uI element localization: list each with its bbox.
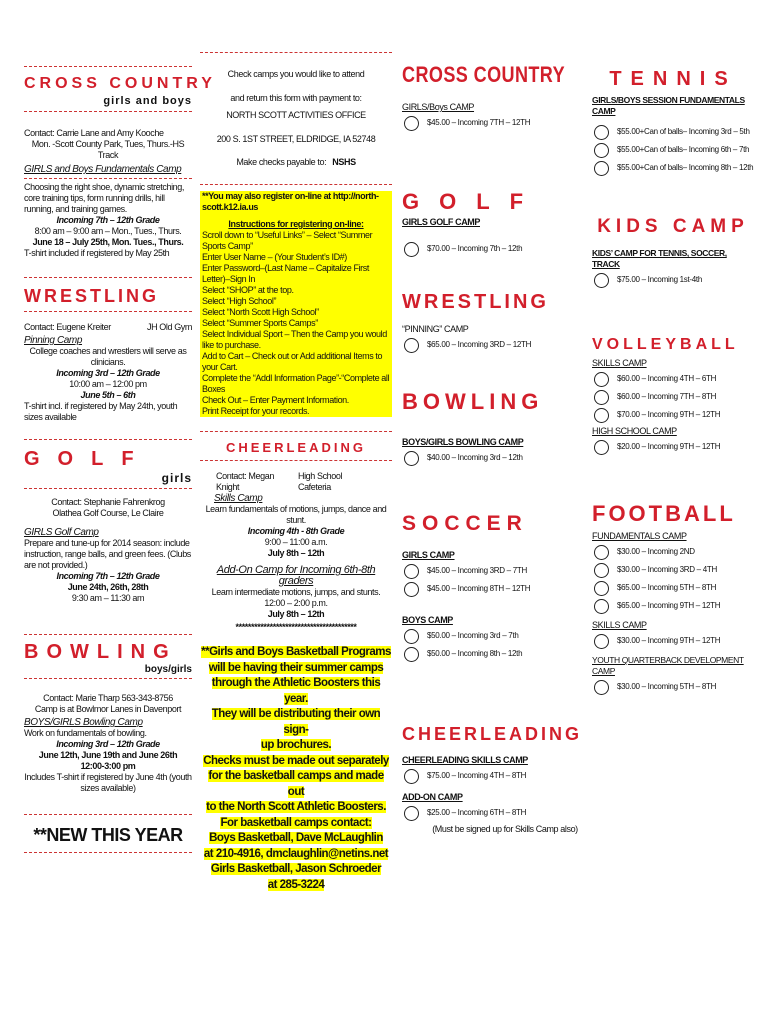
wrestling-location: JH Old Gym (146, 322, 192, 332)
basketball-note-line: They will be distributing their own sign- (211, 708, 381, 736)
bowling-dates: June 12th, June 19th and June 26th (38, 750, 178, 760)
camp-option-label: $65.00 – Incoming 5TH – 8TH (617, 583, 717, 593)
column-registration-form-left (402, 0, 588, 1024)
camp-option[interactable] (594, 143, 754, 158)
checkbox-circle[interactable] (404, 451, 419, 466)
checkbox-circle[interactable] (594, 408, 609, 423)
basketball-note (200, 645, 392, 893)
camp-option[interactable] (404, 629, 588, 644)
cheerleading-addon-name: Add-On Camp for Incoming 6th-8th graders (216, 564, 376, 587)
form-volleyball-hs-camp: HIGH SCHOOL CAMP (592, 426, 677, 436)
camp-option[interactable] (404, 338, 588, 353)
checkbox-circle[interactable] (594, 440, 609, 455)
instruction-line: Enter Password–(Last Name – Capitalize First Letter)–Sign In (202, 263, 369, 284)
checkbox-circle[interactable] (404, 629, 419, 644)
camp-option-label: $65.00 – Incoming 3RD – 12TH (427, 340, 532, 350)
camp-option-label: $55.00+Can of balls– Incoming 3rd – 5th (617, 127, 750, 137)
bowling-heading: BOWLING (24, 641, 177, 663)
camp-option-label: $60.00 – Incoming 7TH – 8TH (617, 392, 717, 402)
checks-payable-text: Make checks payable to: (236, 157, 327, 167)
column-registration-form-right (592, 0, 754, 1024)
camp-option[interactable] (404, 582, 588, 597)
instructions-list (202, 230, 390, 417)
cheerleading-time: 9:00 – 11:00 a.m. (264, 537, 328, 547)
checkbox-circle[interactable] (404, 242, 419, 257)
form-cheerleading-heading: CHEERLEADING (402, 724, 583, 744)
form-tennis-heading: TENNIS (609, 68, 737, 90)
basketball-note-line: Checks must be made out separately (203, 754, 389, 767)
cross-country-time: 8:00 am – 9:00 am – Mon., Tues., Thurs. (34, 226, 182, 236)
camp-option-label: $55.00+Can of balls– Incoming 8th – 12th (617, 163, 754, 173)
form-golf-heading: GOLF (402, 189, 544, 214)
form-kids-camp: KIDS’ CAMP FOR TENNIS, SOCCER, TRACK (592, 248, 727, 269)
form-tennis-camp: GIRLS/BOYS SESSION FUNDAMENTALS CAMP (592, 95, 745, 116)
cheerleading-heading: CHEERLEADING (225, 440, 366, 455)
form-football-qb-options (592, 680, 754, 695)
form-soccer-girls-options (402, 564, 588, 597)
camp-option[interactable] (594, 545, 754, 560)
camp-option-label: $65.00 – Incoming 9TH – 12TH (617, 601, 721, 611)
checkbox-circle[interactable] (594, 545, 609, 560)
camp-option[interactable] (594, 680, 754, 695)
instruction-line: Print Receipt for your records. (202, 406, 310, 416)
online-registration-box (200, 191, 392, 417)
form-football-qb-camp: YOUTH QUARTERBACK DEVELOPMENT CAMP (592, 655, 744, 676)
golf-contact: Contact: Stephanie Fahrenkrog (51, 497, 165, 507)
cross-country-heading: CROSS COUNTRY (24, 75, 216, 92)
wrestling-tshirt: T-shirt incl. if registered by May 24th, youth sizes available (24, 401, 178, 422)
cross-country-description: Choosing the right shoe, dynamic stretching, core training tips, form running drills, hill running, and training games. (24, 182, 184, 214)
wrestling-grade: Incoming 3rd – 12th Grade (56, 368, 160, 378)
cheerleading-addon-time: 12:00 – 2:00 p.m. (264, 598, 328, 608)
form-wrestling-camp: “PINNING” CAMP (402, 324, 469, 334)
divider (24, 66, 192, 67)
camp-option[interactable] (594, 273, 754, 288)
basketball-note-line: for the basketball camps and made out (208, 770, 384, 798)
checkbox-circle[interactable] (404, 564, 419, 579)
checkbox-circle[interactable] (404, 769, 419, 784)
camp-option[interactable] (594, 161, 754, 176)
bowling-time: 12:00-3:00 pm (80, 761, 136, 771)
cheerleading-camp-name: Skills Camp (214, 493, 263, 504)
form-kids-camp-options (592, 273, 754, 288)
camp-option-label: $40.00 – Incoming 3rd – 12th (427, 453, 523, 463)
cross-country-camp-name: GIRLS and Boys Fundamentals Camp (24, 164, 182, 175)
form-football-fund-camp: FUNDAMENTALS CAMP (592, 531, 687, 541)
form-golf-options (402, 242, 588, 257)
form-soccer-boys-options (402, 629, 588, 662)
cheerleading-dates: July 8th – 12th (267, 548, 325, 558)
cheerleading-grade: Incoming 4th - 8th Grade (247, 526, 345, 536)
camp-option-label: $25.00 – Incoming 6TH – 8TH (427, 808, 527, 818)
payee-name: NSHS (332, 157, 356, 167)
form-football-skills-camp: SKILLS CAMP (592, 620, 647, 630)
online-note: **You may also register on-line at http://north-scott.k12.ia.us (202, 191, 379, 212)
column-camp-details (24, 0, 216, 1024)
column-registration-info (200, 0, 392, 1024)
basketball-note-line: will be having their summer camps (208, 661, 384, 674)
camp-option[interactable] (404, 769, 588, 784)
instruction-line: Select Individual Sport – Then the Camp you would like to purchase. (202, 329, 387, 350)
checkbox-circle[interactable] (594, 581, 609, 596)
new-this-year: **NEW THIS YEAR (33, 825, 183, 845)
bowling-subtitle: boys/girls (144, 664, 192, 675)
camp-option[interactable] (594, 390, 754, 405)
form-cross-country-camp: GIRLS/Boys CAMP (402, 102, 475, 112)
camp-option[interactable] (594, 125, 754, 140)
form-volleyball-hs-options (592, 440, 754, 455)
camp-option-label: $20.00 – Incoming 9TH – 12TH (617, 442, 721, 452)
checkbox-circle[interactable] (404, 582, 419, 597)
checkbox-circle[interactable] (594, 634, 609, 649)
cross-country-location: Mon. -Scott County Park, Tues, Thurs.-HS Track (31, 139, 185, 160)
form-wrestling-options (402, 338, 588, 353)
instruction-line: Scroll down to “Useful Links” – Select “Summer Sports Camp” (202, 230, 373, 251)
checkbox-circle[interactable] (594, 563, 609, 578)
bowling-grade: Incoming 3rd – 12th Grade (56, 739, 160, 749)
golf-description: Prepare and tune-up for 2014 season: include instruction, range balls, and green fees. (Clubs are not provided.) (24, 538, 191, 570)
form-football-skills-options (592, 634, 754, 649)
checkbox-circle[interactable] (404, 116, 419, 131)
camp-option-label: $50.00 – Incoming 8th – 12th (427, 649, 523, 659)
cheerleading-addon-description: Learn intermediate motions, jumps, and stunts. (211, 587, 381, 597)
basketball-note-line: **Girls and Boys Basketball Programs (201, 646, 391, 658)
form-kids-camp-heading: KIDS CAMP (597, 216, 749, 237)
star-divider: *************************************** (235, 622, 357, 632)
wrestling-description: College coaches and wrestlers will serve as clinicians. (29, 346, 187, 367)
camp-option-label: $30.00 – Incoming 9TH – 12TH (617, 636, 721, 646)
checkbox-circle[interactable] (594, 125, 609, 140)
bowling-contact: Contact: Marie Tharp 563-343-8756 (43, 693, 173, 703)
golf-camp-name: GIRLS Golf Camp (24, 527, 99, 538)
checkbox-circle[interactable] (594, 143, 609, 158)
instruction-line: Add to Cart – Check out or Add additional Items to your Cart. (202, 351, 383, 372)
camp-option-label: $60.00 – Incoming 4TH – 6TH (617, 374, 717, 384)
form-cheer-skills-camp: CHEERLEADING SKILLS CAMP (402, 755, 528, 765)
basketball-note-line: Boys Basketball, Dave McLaughlin (209, 832, 383, 844)
cheerleading-contact: Contact: Megan Knight (216, 471, 274, 492)
form-soccer-boys-camp: BOYS CAMP (402, 615, 453, 625)
camp-option[interactable] (404, 647, 588, 662)
form-golf-camp: GIRLS GOLF CAMP (402, 217, 480, 227)
form-football-fund-options (592, 545, 754, 614)
form-tennis-options (592, 125, 754, 176)
office-address: 200 S. 1ST STREET, ELDRIDGE, IA 52748 (216, 134, 376, 144)
basketball-note-line: at 210-4916, dmclaughlin@netins.net (203, 847, 389, 860)
cross-country-dates: June 18 – July 25th, Mon. Tues., Thurs. (32, 237, 184, 247)
golf-grade: Incoming 7th – 12th Grade (56, 571, 160, 581)
basketball-note-line: through the Athletic Boosters this year. (211, 677, 381, 705)
camp-option[interactable] (594, 599, 754, 614)
checkbox-circle[interactable] (594, 680, 609, 695)
form-cheer-addon-options (402, 806, 588, 821)
wrestling-time: 10:00 am – 12:00 pm (69, 379, 147, 389)
cross-country-contact: Contact: Carrie Lane and Amy Kooche (24, 128, 164, 138)
golf-dates: June 24th, 26th, 28th (67, 582, 149, 592)
basketball-note-line: For basketball camps contact: (220, 816, 372, 829)
checkbox-circle[interactable] (594, 273, 609, 288)
checkbox-circle[interactable] (594, 372, 609, 387)
cross-country-grade: Incoming 7th – 12th Grade (56, 215, 160, 225)
form-cheer-skills-options (402, 769, 588, 784)
camp-option-label: $30.00 – Incoming 5TH – 8TH (617, 682, 717, 692)
form-cross-country-heading: CROSS COUNTRY (402, 62, 566, 87)
golf-heading: GOLF (24, 448, 152, 470)
instruction-line: Select “High School” (202, 296, 277, 306)
instruction-line: Complete the “Addl Information Page”-“Complete all Boxes (202, 373, 390, 394)
instruction-line: Enter User Name – (Your Student’s ID#) (202, 252, 347, 262)
basketball-note-line: to the North Scott Athletic Boosters. (206, 801, 386, 813)
camp-option-label: $70.00 – Incoming 9TH – 12TH (617, 410, 721, 420)
bowling-camp-name: BOYS/GIRLS Bowling Camp (24, 717, 143, 728)
camp-option[interactable] (404, 806, 588, 821)
camp-option-label: $45.00 – Incoming 3RD – 7TH (427, 566, 527, 576)
camp-option[interactable] (404, 451, 588, 466)
cheerleading-addon-dates: July 8th – 12th (267, 609, 325, 619)
camp-option[interactable] (404, 242, 588, 257)
checkbox-circle[interactable] (404, 338, 419, 353)
checkbox-circle[interactable] (594, 599, 609, 614)
form-cheer-addon-note: (Must be signed up for Skills Camp also) (432, 824, 578, 834)
camp-option-label: $75.00 – Incoming 1st-4th (617, 275, 703, 285)
instruction-line: Select “SHOP” at the top. (202, 285, 294, 295)
camp-option[interactable] (404, 564, 588, 579)
form-wrestling-heading: WRESTLING (402, 291, 549, 313)
golf-time: 9:30 am – 11:30 am (71, 593, 145, 603)
camp-option[interactable] (594, 581, 754, 596)
checkbox-circle[interactable] (404, 647, 419, 662)
camp-option[interactable] (594, 634, 754, 649)
camp-option-label: $30.00 – Incoming 3RD – 4TH (617, 565, 717, 575)
camp-option-label: $45.00 – Incoming 8TH – 12TH (427, 584, 531, 594)
wrestling-heading: WRESTLING (24, 286, 159, 306)
checkbox-circle[interactable] (404, 806, 419, 821)
form-volleyball-skills-options (592, 372, 754, 423)
bowling-location: Camp is at Bowlmor Lanes in Davenport (34, 704, 182, 714)
cross-country-subtitle: girls and boys (103, 95, 192, 107)
basketball-note-line: at 285-3224 (267, 878, 325, 891)
camp-option-label: $30.00 – Incoming 2ND (617, 547, 695, 557)
form-bowling-camp: BOYS/GIRLS BOWLING CAMP (402, 437, 524, 447)
cheerleading-description: Learn fundamentals of motions, jumps, dance and stunt. (205, 504, 387, 525)
instruction-line: Select “Summer Sports Camps” (202, 318, 318, 328)
camp-option[interactable] (594, 440, 754, 455)
form-soccer-girls-camp: GIRLS CAMP (402, 550, 455, 560)
form-football-heading: FOOTBALL (592, 501, 736, 526)
camp-option[interactable] (594, 563, 754, 578)
golf-subtitle: girls (161, 471, 192, 485)
office-name: NORTH SCOTT ACTIVITIES OFFICE (226, 110, 366, 120)
bowling-description: Work on fundamentals of bowling. (24, 728, 147, 738)
instructions-title: Instructions for registering on-line: (228, 219, 364, 229)
golf-location: Olathea Golf Course, Le Claire (52, 508, 164, 518)
camp-option-label: $70.00 – Incoming 7th – 12th (427, 244, 523, 254)
camp-option-label: $75.00 – Incoming 4TH – 8TH (427, 771, 527, 781)
wrestling-camp-name: Pinning Camp (24, 335, 83, 346)
bowling-tshirt: Includes T-shirt if registered by June 4th (youth sizes available) (24, 772, 192, 793)
form-soccer-heading: SOCCER (402, 512, 528, 535)
checkbox-circle[interactable] (594, 161, 609, 176)
form-cheer-addon-camp: ADD-ON CAMP (402, 792, 463, 802)
camp-option-label: $45.00 – Incoming 7TH – 12TH (427, 118, 531, 128)
check-camps-text: Check camps you would like to attend (227, 69, 365, 79)
camp-option-label: $50.00 – Incoming 3rd – 7th (427, 631, 519, 641)
instruction-line: Check Out – Enter Payment Information. (202, 395, 349, 405)
basketball-note-line: up brochures. (260, 739, 332, 751)
form-bowling-options (402, 451, 588, 466)
wrestling-contact: Contact: Eugene Kreiter (24, 322, 111, 332)
camp-option-label: $55.00+Can of balls– Incoming 6th – 7th (617, 145, 750, 155)
camp-option[interactable] (594, 372, 754, 387)
wrestling-dates: June 5th – 6th (80, 390, 136, 400)
form-volleyball-skills-camp: SKILLS CAMP (592, 358, 647, 368)
checkbox-circle[interactable] (594, 390, 609, 405)
camp-option[interactable] (404, 116, 588, 131)
cheerleading-location: High School Cafeteria (297, 471, 343, 492)
camp-option[interactable] (594, 408, 754, 423)
instruction-line: Select “North Scott High School” (202, 307, 319, 317)
cross-country-tshirt: T-shirt included if registered by May 25th (24, 248, 170, 258)
form-cross-country-options (402, 116, 588, 131)
return-form-text: and return this form with payment to: (230, 93, 362, 103)
basketball-note-line: Girls Basketball, Jason Schroeder (210, 863, 382, 875)
form-volleyball-heading: VOLLEYBALL (592, 336, 739, 353)
form-bowling-heading: BOWLING (402, 389, 544, 414)
